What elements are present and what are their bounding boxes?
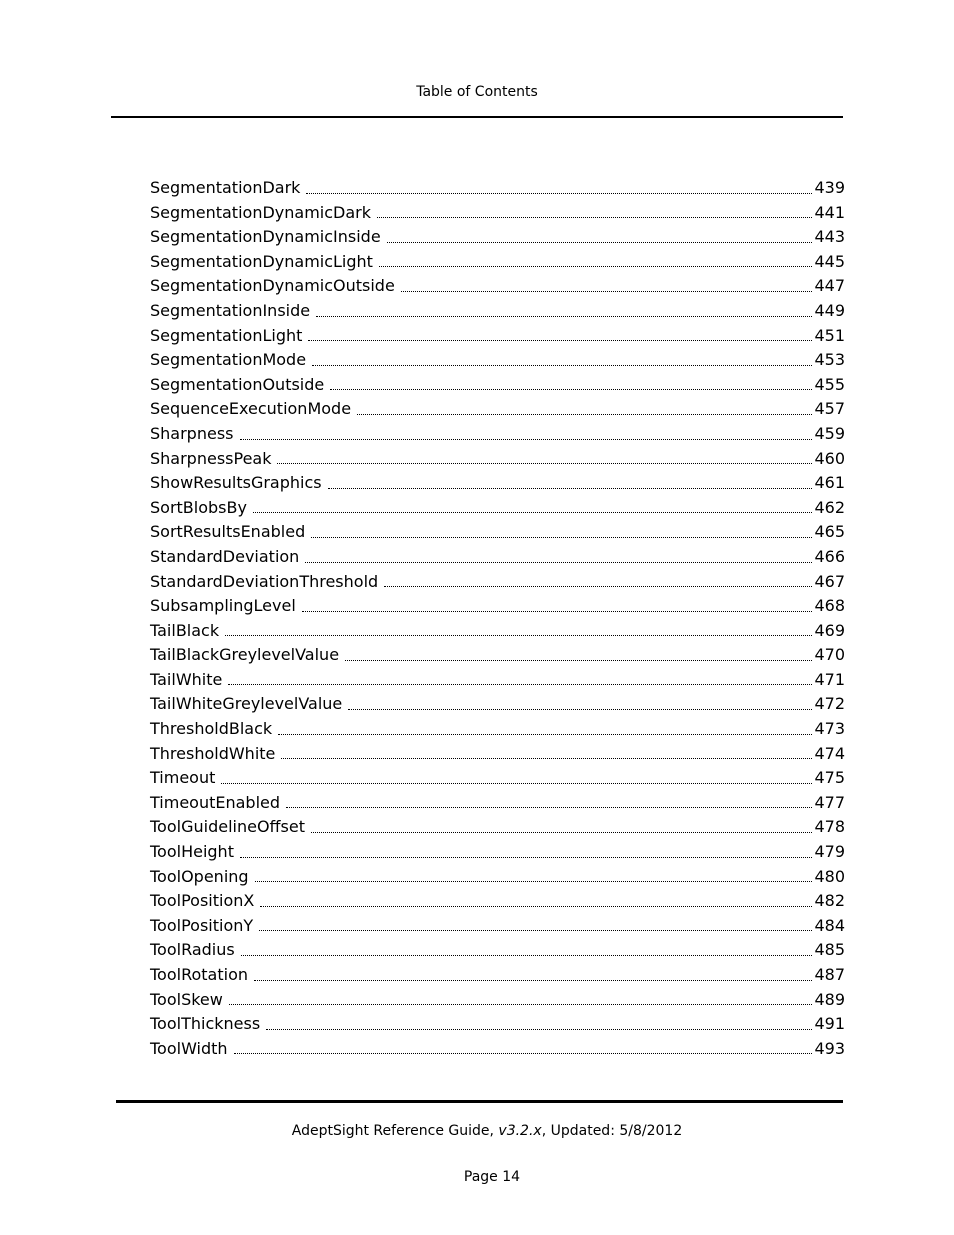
toc-entry[interactable] — [150, 768, 845, 793]
toc-entry[interactable] — [150, 178, 845, 203]
toc-dot-leader — [305, 562, 812, 563]
toc-entry-page-number[interactable]: 443 — [814, 227, 845, 247]
toc-entry-page-number[interactable]: 473 — [814, 719, 845, 739]
toc-dot-leader — [254, 980, 812, 981]
toc-entry-page-number[interactable]: 459 — [814, 423, 845, 443]
toc-dot-leader — [228, 684, 812, 685]
toc-entry-label[interactable]: ToolWidth — [150, 1038, 228, 1058]
toc-entry-label[interactable]: TailBlackGreylevelValue — [150, 645, 340, 665]
toc-entry-page-number[interactable]: 474 — [814, 743, 845, 763]
toc-entry-label[interactable]: ToolHeight — [150, 842, 234, 862]
toc-dot-leader — [281, 758, 812, 759]
toc-entry[interactable] — [150, 793, 845, 818]
toc-entry-label[interactable]: TailBlack — [150, 620, 220, 640]
toc-entry-label[interactable]: SegmentationLight — [150, 325, 303, 345]
toc-entry-label[interactable]: ToolOpening — [150, 866, 249, 886]
toc-entry[interactable] — [150, 203, 845, 228]
toc-entry-label[interactable]: SegmentationMode — [150, 350, 307, 370]
toc-entry-label[interactable]: StandardDeviationThreshold — [150, 571, 379, 591]
toc-dot-leader — [260, 906, 812, 907]
toc-entry-page-number[interactable]: 449 — [814, 300, 845, 320]
toc-entry-label[interactable]: StandardDeviation — [150, 546, 300, 566]
toc-entry[interactable] — [150, 449, 845, 474]
footer-divider — [116, 1100, 843, 1103]
toc-entry-label[interactable]: SegmentationDynamicDark — [150, 202, 371, 222]
toc-entry[interactable] — [150, 424, 845, 449]
toc-entry-page-number[interactable]: 445 — [814, 251, 845, 271]
toc-dot-leader — [302, 611, 813, 612]
toc-dot-leader — [286, 807, 812, 808]
toc-entry[interactable] — [150, 399, 845, 424]
toc-entry-page-number[interactable]: 453 — [814, 350, 845, 370]
toc-entry[interactable] — [150, 645, 845, 670]
toc-entry-page-number[interactable]: 480 — [814, 866, 845, 886]
toc-dot-leader — [241, 955, 813, 956]
footer-page-number: Page 14 — [463, 1169, 521, 1185]
toc-entry-label[interactable]: SegmentationInside — [150, 300, 311, 320]
table-of-contents — [150, 178, 845, 1063]
toc-dot-leader — [345, 660, 812, 661]
toc-dot-leader — [377, 217, 812, 218]
toc-entry[interactable] — [150, 301, 845, 326]
toc-entry-label[interactable]: SegmentationDynamicLight — [150, 251, 373, 271]
toc-entry[interactable] — [150, 891, 845, 916]
toc-entry-label[interactable]: SegmentationOutside — [150, 374, 325, 394]
toc-entry-page-number[interactable]: 479 — [814, 842, 845, 862]
toc-entry[interactable] — [150, 547, 845, 572]
toc-dot-leader — [221, 783, 812, 784]
toc-entry-label[interactable]: ThresholdWhite — [150, 743, 276, 763]
toc-dot-leader — [401, 291, 813, 292]
toc-dot-leader — [379, 266, 813, 267]
toc-entry[interactable] — [150, 227, 845, 252]
toc-dot-leader — [312, 365, 812, 366]
toc-entry[interactable] — [150, 940, 845, 965]
toc-dot-leader — [311, 537, 812, 538]
footer-updated: , Updated: 5/8/2012 — [541, 1123, 683, 1139]
toc-entry-page-number[interactable]: 493 — [814, 1038, 845, 1058]
toc-entry-label[interactable]: ToolGuidelineOffset — [150, 817, 306, 837]
toc-dot-leader — [328, 488, 813, 489]
footer-version: v3.2.x — [498, 1123, 542, 1139]
toc-dot-leader — [225, 635, 812, 636]
toc-entry-page-number[interactable]: 471 — [814, 669, 845, 689]
toc-entry[interactable] — [150, 498, 845, 523]
footer-guide-line — [0, 1123, 954, 1139]
toc-dot-leader — [357, 414, 812, 415]
toc-dot-leader — [330, 389, 812, 390]
toc-entry-label[interactable]: ToolPositionX — [150, 891, 255, 911]
toc-entry-label[interactable]: Sharpness — [150, 423, 234, 443]
toc-dot-leader — [259, 930, 812, 931]
toc-entry-page-number[interactable]: 467 — [814, 571, 845, 591]
toc-entry-page-number[interactable]: 469 — [814, 620, 845, 640]
toc-entry-page-number[interactable]: 487 — [814, 965, 845, 984]
toc-dot-leader — [308, 340, 812, 341]
toc-dot-leader — [316, 316, 812, 317]
toc-entry-page-number[interactable]: 441 — [814, 202, 845, 222]
toc-entry-page-number[interactable]: 475 — [814, 768, 845, 788]
toc-entry-label[interactable]: SortBlobsBy — [150, 497, 247, 517]
toc-entry[interactable] — [150, 252, 845, 277]
toc-entry[interactable] — [150, 867, 845, 892]
toc-entry-page-number[interactable]: 485 — [814, 940, 845, 960]
page-header-title: Table of Contents — [416, 84, 538, 100]
toc-dot-leader — [266, 1029, 812, 1030]
toc-dot-leader — [234, 1053, 813, 1054]
toc-entry[interactable] — [150, 965, 845, 990]
toc-entry-page-number[interactable]: 439 — [814, 178, 845, 197]
toc-entry[interactable] — [150, 916, 845, 941]
toc-entry[interactable] — [150, 1014, 845, 1039]
toc-entry-label[interactable]: ShowResultsGraphics — [150, 473, 322, 493]
toc-entry[interactable] — [150, 473, 845, 498]
toc-entry-page-number[interactable]: 484 — [814, 915, 845, 935]
toc-dot-leader — [240, 439, 813, 440]
toc-dot-leader — [278, 734, 812, 735]
toc-dot-leader — [306, 193, 812, 194]
toc-entry-page-number[interactable]: 472 — [814, 694, 845, 714]
toc-entry[interactable] — [150, 990, 845, 1015]
toc-entry-page-number[interactable]: 466 — [814, 546, 845, 566]
toc-entry[interactable] — [150, 276, 845, 301]
toc-entry-label[interactable]: SortResultsEnabled — [150, 522, 306, 542]
toc-entry[interactable] — [150, 817, 845, 842]
toc-entry[interactable] — [150, 1039, 845, 1064]
toc-entry-page-number[interactable]: 482 — [814, 891, 845, 911]
toc-entry-page-number[interactable]: 451 — [814, 325, 845, 345]
toc-entry-label[interactable]: Timeout — [150, 768, 216, 788]
toc-dot-leader — [229, 1004, 813, 1005]
toc-entry-page-number[interactable]: 447 — [814, 276, 845, 296]
toc-dot-leader — [348, 709, 812, 710]
header-divider — [111, 116, 843, 118]
toc-dot-leader — [255, 881, 813, 882]
toc-entry[interactable] — [150, 621, 845, 646]
toc-entry-page-number[interactable]: 478 — [814, 817, 845, 837]
toc-entry-page-number[interactable]: 468 — [814, 596, 845, 616]
toc-entry-page-number[interactable]: 455 — [814, 374, 845, 394]
toc-entry-page-number[interactable]: 477 — [814, 792, 845, 812]
toc-entry-page-number[interactable]: 462 — [814, 497, 845, 517]
toc-entry-page-number[interactable]: 491 — [814, 1014, 845, 1034]
toc-entry[interactable] — [150, 694, 845, 719]
toc-entry-label[interactable]: TailWhite — [150, 669, 223, 689]
toc-dot-leader — [240, 857, 812, 858]
toc-entry-label[interactable]: ToolSkew — [150, 989, 223, 1009]
toc-entry[interactable] — [150, 375, 845, 400]
toc-dot-leader — [277, 463, 812, 464]
toc-entry-page-number[interactable]: 460 — [814, 448, 845, 468]
toc-entry[interactable] — [150, 719, 845, 744]
toc-dot-leader — [387, 242, 813, 243]
toc-entry-label[interactable]: SegmentationDynamicOutside — [150, 276, 395, 296]
toc-entry[interactable] — [150, 670, 845, 695]
toc-entry-label[interactable]: ToolRotation — [150, 965, 248, 984]
toc-entry-page-number[interactable]: 461 — [814, 473, 845, 493]
toc-entry-page-number[interactable]: 465 — [814, 522, 845, 542]
toc-dot-leader — [384, 586, 812, 587]
toc-entry-label[interactable]: ThresholdBlack — [150, 719, 273, 739]
toc-entry-label[interactable]: ToolRadius — [150, 940, 235, 960]
toc-entry[interactable] — [150, 350, 845, 375]
toc-entry-label[interactable]: SegmentationDynamicInside — [150, 227, 381, 247]
toc-entry-label[interactable]: TimeoutEnabled — [150, 792, 281, 812]
toc-entry[interactable] — [150, 522, 845, 547]
footer-guide-title: AdeptSight Reference Guide, — [291, 1123, 499, 1139]
toc-entry-label[interactable]: SharpnessPeak — [150, 448, 272, 468]
toc-entry-label[interactable]: SequenceExecutionMode — [150, 399, 352, 419]
toc-entry[interactable] — [150, 326, 845, 351]
toc-dot-leader — [253, 512, 813, 513]
toc-entry-page-number[interactable]: 470 — [814, 645, 845, 665]
toc-entry-label[interactable]: ToolThickness — [150, 1014, 261, 1034]
toc-entry-page-number[interactable]: 489 — [814, 989, 845, 1009]
toc-entry-label[interactable]: SegmentationDark — [150, 178, 301, 197]
toc-entry-label[interactable]: SubsamplingLevel — [150, 596, 296, 616]
toc-entry-label[interactable]: ToolPositionY — [150, 915, 254, 935]
toc-entry-page-number[interactable]: 457 — [814, 399, 845, 419]
toc-entry[interactable] — [150, 744, 845, 769]
toc-entry[interactable] — [150, 842, 845, 867]
toc-entry[interactable] — [150, 596, 845, 621]
toc-dot-leader — [311, 832, 812, 833]
toc-entry-label[interactable]: TailWhiteGreylevelValue — [150, 694, 343, 714]
toc-entry[interactable] — [150, 572, 845, 597]
